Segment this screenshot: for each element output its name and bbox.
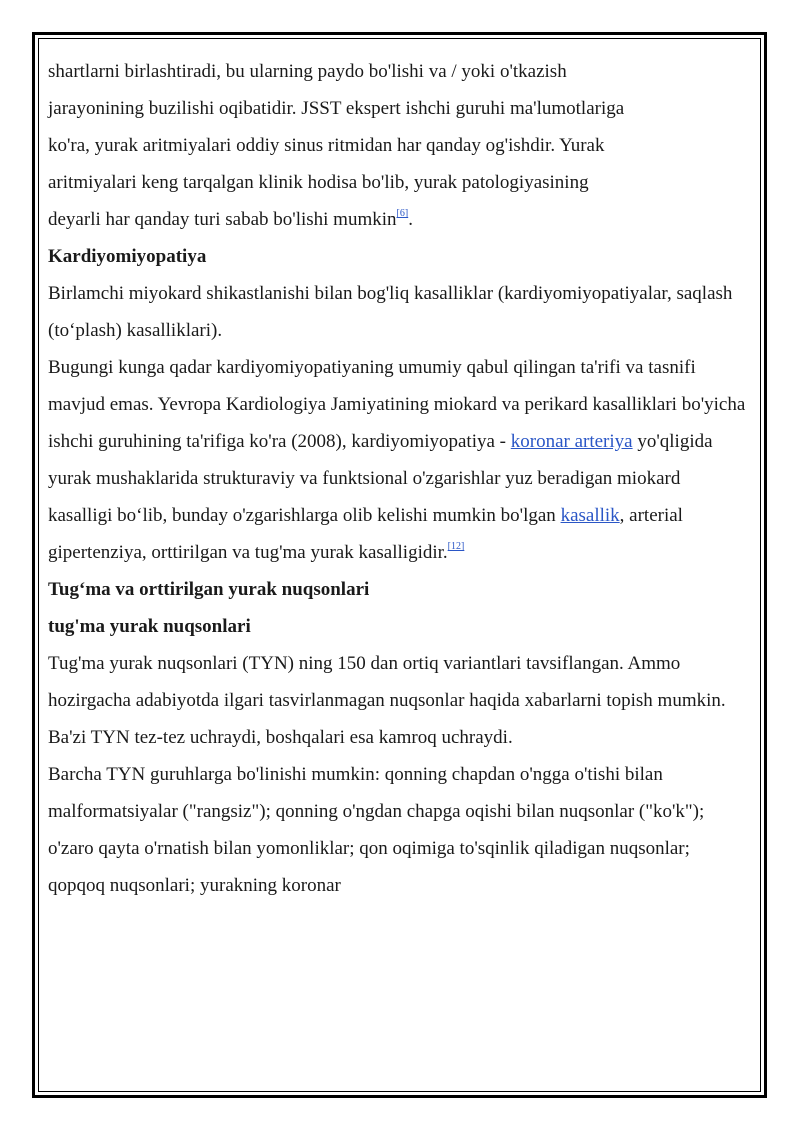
text-segment: , arterial gipertenziya, orttirilgan va tug'ma yurak kasalligidir.	[48, 505, 683, 563]
link-coronary-artery[interactable]: koronar arteriya	[510, 431, 633, 452]
paragraph-defect-groups: Barcha TYN guruhlarga bo'linishi mumkin: qonning chapdan o'ngga o'tishi bilan malformatsiyalar ("rangsiz"); qonning o'ngdan chapga oqishi bilan nuqsonlar ("ko'k"); o'zaro qayta o'rnatish bilan yomonliklar; qon oqimiga to'sqinlik qiladigan nuqsonlar; qopqoq nuqsonlari; yurakning koronar	[48, 764, 705, 896]
paragraph-arrhythmia	[48, 53, 748, 238]
reference-link-6[interactable]: [6]	[396, 208, 409, 219]
heading-cardiomyopathy: Kardiyomiyopatiya	[48, 246, 207, 267]
document-body	[48, 53, 748, 904]
heading-congenital-defects: tug'ma yurak nuqsonlari	[48, 616, 251, 637]
text-segment: yo'qligida yurak mushaklarida strukturaviy va funktsional o'zgarishlar yuz beradigan miokard kasalligi bo‘lib, bunday o'zgarishlarga olib kelishi mumkin bo'lgan	[48, 431, 713, 526]
text-line: aritmiyalari keng tarqalgan klinik hodisa bo'lib, yurak patologiyasining	[48, 172, 589, 193]
text-line: ko'ra, yurak aritmiyalari oddiy sinus ritmidan har qanday og'ishdir. Yurak	[48, 135, 605, 156]
reference-link-12[interactable]: [12]	[447, 541, 465, 552]
heading-heart-defects: Tug‘ma va orttirilgan yurak nuqsonlari	[48, 579, 370, 600]
text-period: .	[408, 209, 413, 230]
text-line: shartlarni birlashtiradi, bu ularning paydo bo'lishi va / yoki o'tkazish	[48, 61, 567, 82]
paragraph-cardiomyopathy-definition	[48, 349, 748, 571]
text-segment: Bugungi kunga qadar kardiyomiyopatiyaning umumiy qabul qilingan ta'rifi va tasnifi mavjud emas. Yevropa Kardiologiya Jamiyatining miokard va perikard kasalliklari bo'yicha ishchi guruhining ta'rifiga ko'ra (2008), kardiyomiyopatiya -	[48, 357, 746, 452]
paragraph-congenital-variants: Tug'ma yurak nuqsonlari (TYN) ning 150 dan ortiq variantlari tavsiflangan. Ammo hozirgacha adabiyotda ilgari tasvirlanmagan nuqsonlar haqida xabarlarni topish mumkin. Ba'zi TYN tez-tez uchraydi, boshqalari esa kamroq uchraydi.	[48, 653, 726, 748]
link-disease[interactable]: kasallik	[560, 505, 620, 526]
text-line: jarayonining buzilishi oqibatidir. JSST ekspert ishchi guruhi ma'lumotlariga	[48, 98, 625, 119]
text-line: deyarli har qanday turi sabab bo'lishi mumkin	[48, 209, 397, 230]
paragraph-primary-myocardial: Birlamchi miyokard shikastlanishi bilan bog'liq kasalliklar (kardiyomiyopatiyalar, saqlash (to‘plash) kasalliklari).	[48, 283, 733, 341]
